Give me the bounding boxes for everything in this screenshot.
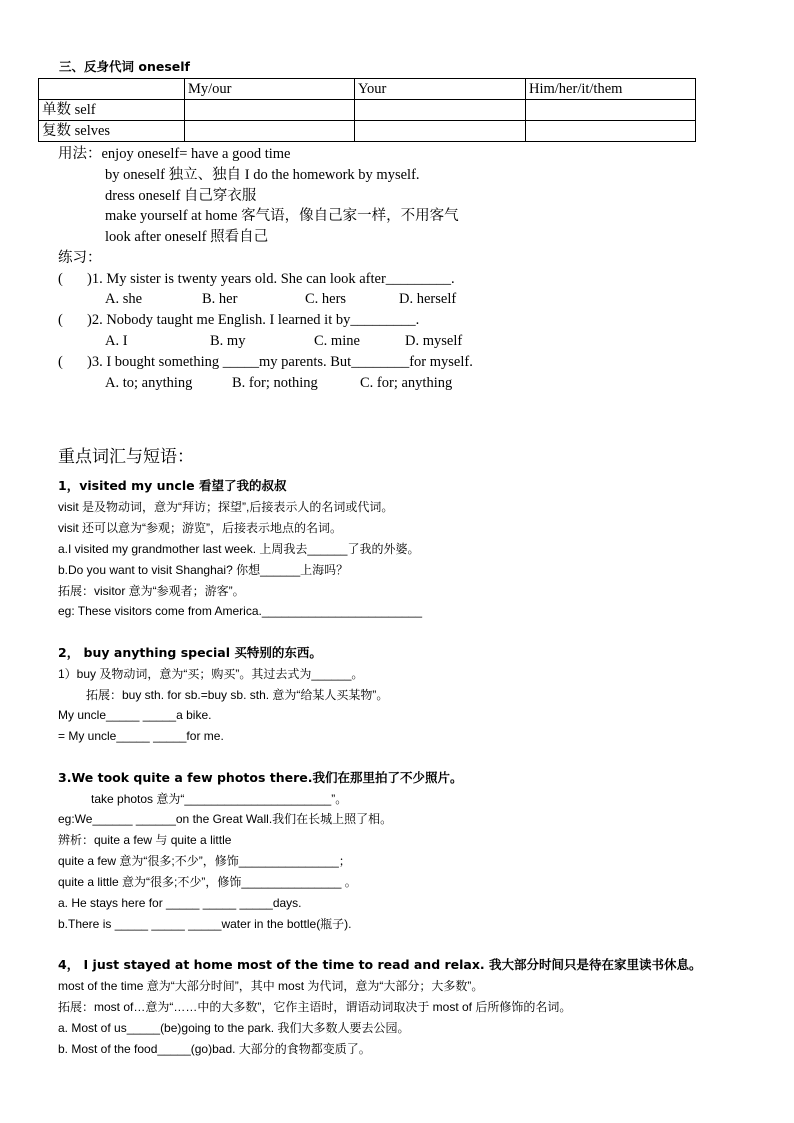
- question-stem: )3. I bought something _____my parents. But________for myself.: [87, 354, 473, 370]
- practice-label: 练习：: [58, 250, 102, 266]
- item-line: quite a little 意为“很多;不少”，修饰_______________ 。: [58, 875, 357, 889]
- item-line: eg: These visitors come from America.________________________: [58, 604, 423, 618]
- table-cell: 复数 selves: [39, 121, 185, 142]
- reflexive-pronoun-table: [38, 78, 696, 142]
- table-header-cell: Him/her/it/them: [526, 79, 696, 100]
- item-line: b.There is _____ _____ _____water in the bottle(瓶子).: [58, 917, 352, 931]
- item-line: b.Do you want to visit Shanghai? 你想______上海吗？: [58, 563, 349, 577]
- item-line: a. He stays here for _____ _____ _____days.: [58, 896, 302, 910]
- item-line: visit 是及物动词，意为“拜访；探望”,后接表示人的名词或代词。: [58, 500, 394, 514]
- item-line: My uncle_____ _____a bike.: [58, 708, 212, 722]
- table-cell: 单数 self: [39, 100, 185, 121]
- table-row: [39, 121, 696, 142]
- vocab-heading: 重点词汇与短语：: [58, 447, 194, 467]
- option: B. for; nothing: [232, 375, 318, 391]
- table-header-cell: [39, 79, 185, 100]
- option: C. for; anything: [360, 375, 453, 391]
- table-cell: [526, 121, 696, 142]
- item-title: 2， buy anything special 买特别的东西。: [58, 645, 322, 660]
- item-line: most of the time 意为“大部分时间”，其中 most 为代词，意为“大部分；大多数”。: [58, 979, 484, 993]
- item-line: take photos 意为“______________________”。: [91, 792, 348, 806]
- table-header-cell: Your: [355, 79, 526, 100]
- question-stem: )2. Nobody taught me English. I learned it by_________.: [87, 312, 420, 328]
- usage-line: dress oneself 自己穿衣服: [105, 188, 257, 204]
- item-line: visit 还可以意为“参观；游览”，后接表示地点的名词。: [58, 521, 342, 535]
- table-cell: [185, 121, 355, 142]
- table-cell: [355, 100, 526, 121]
- option: C. hers: [305, 291, 347, 307]
- answer-bracket: (: [58, 271, 63, 287]
- item-line: eg:We______ ______on the Great Wall.我们在长城上照了相。: [58, 812, 393, 826]
- option: D. herself: [399, 291, 457, 307]
- item-line: 拓展：visitor 意为“参观者；游客”。: [58, 584, 245, 598]
- item-line: 拓展：buy sth. for sb.=buy sb. sth. 意为“给某人买某物”。: [86, 688, 389, 702]
- usage-line: by oneself 独立、独自 I do the homework by myself.: [105, 167, 420, 183]
- option: A. she: [105, 291, 143, 307]
- table-row: [39, 100, 696, 121]
- item-line: 拓展：most of…意为“……中的大多数”，它作主语时，谓语动词取决于 most of 后所修饰的名词。: [58, 1000, 572, 1014]
- option: B. my: [210, 333, 246, 349]
- usage-line: make yourself at home 客气语，像自己家一样，不用客气: [105, 208, 459, 224]
- item-line: 辨析：quite a few 与 quite a little: [58, 833, 232, 847]
- table-cell: [355, 121, 526, 142]
- usage-line: 用法：enjoy oneself= have a good time: [58, 146, 291, 162]
- item-title: 1，visited my uncle 看望了我的叔叔: [58, 478, 287, 493]
- answer-bracket: (: [58, 354, 63, 370]
- item-line: 1）buy 及物动词，意为“买；购买”。其过去式为______。: [58, 667, 364, 681]
- item-title: 3.We took quite a few photos there.我们在那里拍了不少照片。: [58, 770, 463, 785]
- option: C. mine: [314, 333, 360, 349]
- question-stem: )1. My sister is twenty years old. She can look after_________.: [87, 271, 455, 287]
- option: A. I: [105, 333, 128, 349]
- option: D. myself: [405, 333, 463, 349]
- table-header-row: [39, 79, 696, 100]
- option: A. to; anything: [105, 375, 193, 391]
- answer-bracket: (: [58, 312, 63, 328]
- item-title: 4， I just stayed at home most of the time to read and relax. 我大部分时间只是待在家里读书休息。: [58, 957, 702, 972]
- item-line: a.I visited my grandmother last week. 上周我去______了我的外婆。: [58, 542, 420, 556]
- option: B. her: [202, 291, 238, 307]
- item-line: = My uncle_____ _____for me.: [58, 729, 224, 743]
- item-line: quite a few 意为“很多;不少”，修饰_______________；: [58, 854, 351, 868]
- item-line: a. Most of us_____(be)going to the park. 我们大多数人要去公园。: [58, 1021, 410, 1035]
- table-cell: [526, 100, 696, 121]
- section-title: 三、反身代词 oneself: [59, 59, 190, 74]
- usage-line: look after oneself 照看自己: [105, 229, 269, 245]
- table-header-cell: My/our: [185, 79, 355, 100]
- table-cell: [185, 100, 355, 121]
- item-line: b. Most of the food_____(go)bad. 大部分的食物都变质了。: [58, 1042, 371, 1056]
